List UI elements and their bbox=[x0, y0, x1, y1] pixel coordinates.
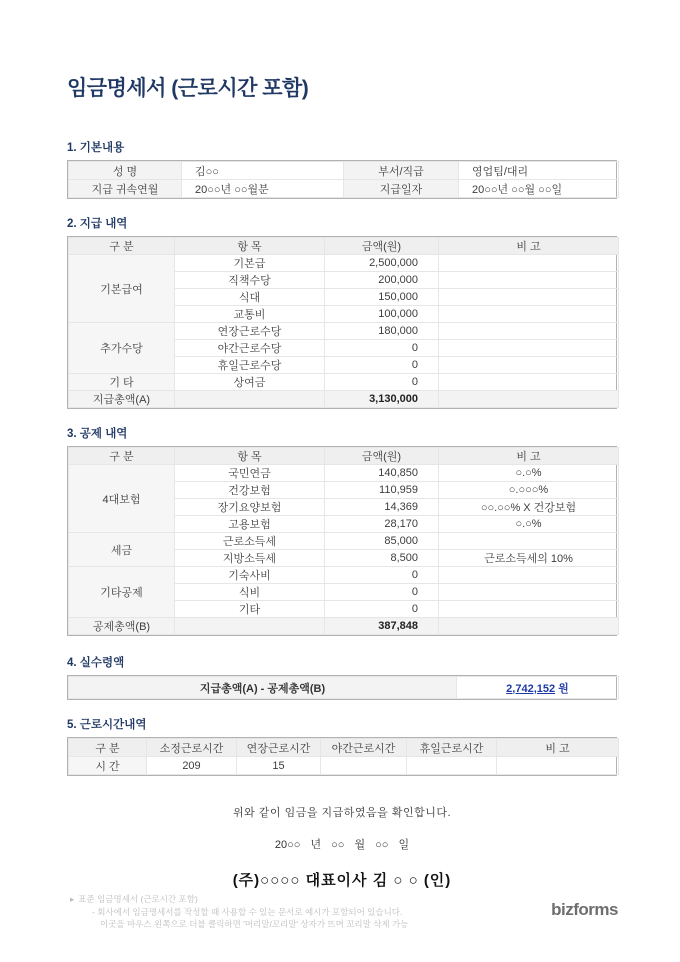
amount-cell: 85,000 bbox=[325, 533, 439, 550]
hours-col-remark: 비 고 bbox=[497, 739, 619, 757]
footer-notes bbox=[70, 893, 408, 931]
amount-cell: 150,000 bbox=[325, 289, 439, 306]
remark-cell bbox=[439, 323, 619, 340]
hours-col-overtime: 연장근로시간 bbox=[237, 739, 321, 757]
amount-cell: 100,000 bbox=[325, 306, 439, 323]
remark-cell bbox=[439, 255, 619, 272]
payment-total-row bbox=[69, 391, 619, 408]
item-cell: 연장근로수당 bbox=[175, 323, 325, 340]
pay-period-label: 지급 귀속연월 bbox=[69, 180, 182, 198]
amount-cell: 0 bbox=[325, 374, 439, 391]
hours-holiday-value bbox=[407, 757, 497, 775]
remark-cell bbox=[439, 272, 619, 289]
remark-cell bbox=[439, 601, 619, 618]
hours-col-scheduled: 소정근로시간 bbox=[147, 739, 237, 757]
section-heading-net: 4. 실수령액 bbox=[67, 657, 125, 669]
dept-rank-label: 부서/직급 bbox=[344, 162, 459, 180]
amount-cell: 180,000 bbox=[325, 323, 439, 340]
section-heading-hours: 5. 근로시간내역 bbox=[67, 719, 147, 731]
section-heading-deduction: 3. 공제 내역 bbox=[67, 428, 128, 440]
pay-period-value: 20○○년 ○○월분 bbox=[182, 180, 344, 198]
empty-cell bbox=[439, 391, 619, 408]
amount-cell: 0 bbox=[325, 567, 439, 584]
hours-col-holiday: 휴일근로시간 bbox=[407, 739, 497, 757]
amount-cell: 28,170 bbox=[325, 516, 439, 533]
table-row bbox=[69, 180, 619, 198]
remark-cell: ○.○% bbox=[439, 465, 619, 482]
amount-cell: 2,500,000 bbox=[325, 255, 439, 272]
hours-row-label: 시 간 bbox=[69, 757, 147, 775]
table-header-row bbox=[69, 238, 619, 255]
remark-cell bbox=[439, 584, 619, 601]
remark-cell: 근로소득세의 10% bbox=[439, 550, 619, 567]
pay-date-label: 지급일자 bbox=[344, 180, 459, 198]
dept-rank-value: 영업팀/대리 bbox=[459, 162, 619, 180]
item-cell: 직책수당 bbox=[175, 272, 325, 289]
deduction-total-row bbox=[69, 618, 619, 635]
remark-cell bbox=[439, 306, 619, 323]
name-label: 성 명 bbox=[69, 162, 182, 180]
deduction-col-category: 구 분 bbox=[69, 448, 175, 465]
hours-remark-value bbox=[497, 757, 619, 775]
basic-info-table bbox=[67, 160, 617, 199]
remark-cell: ○.○○○% bbox=[439, 482, 619, 499]
payment-col-amount: 금액(원) bbox=[325, 238, 439, 255]
name-value: 김○○ bbox=[182, 162, 344, 180]
item-cell: 휴일근로수당 bbox=[175, 357, 325, 374]
payment-col-category: 구 분 bbox=[69, 238, 175, 255]
item-cell: 근로소득세 bbox=[175, 533, 325, 550]
amount-cell: 0 bbox=[325, 584, 439, 601]
footer-note-3: 이곳을 마우스 왼쪽으로 더블 클릭하면 '머리말/꼬리말' 상자가 뜨며 꼬리말 삭제 가능 bbox=[100, 919, 409, 929]
empty-cell bbox=[175, 618, 325, 635]
deduction-col-amount: 금액(원) bbox=[325, 448, 439, 465]
table-row bbox=[69, 162, 619, 180]
table-row bbox=[69, 533, 619, 550]
hours-scheduled-value: 209 bbox=[147, 757, 237, 775]
hours-col-night: 야간근로시간 bbox=[321, 739, 407, 757]
net-amount-cell bbox=[457, 677, 619, 699]
empty-cell bbox=[175, 391, 325, 408]
closing-block bbox=[67, 804, 617, 890]
table-header-row bbox=[69, 739, 619, 757]
footer-note-2: - 회사에서 임금명세서를 작성할 때 사용할 수 있는 문서로 예시가 포함되어 있습니다. bbox=[92, 906, 403, 917]
deduction-total-amount: 387,848 bbox=[325, 618, 439, 635]
amount-cell: 8,500 bbox=[325, 550, 439, 567]
section-heading-payment: 2. 지급 내역 bbox=[67, 218, 128, 230]
deduction-category-other: 기타공제 bbox=[69, 567, 175, 618]
remark-cell bbox=[439, 289, 619, 306]
net-amount-value: 2,742,152 bbox=[506, 682, 556, 695]
company-signature: (주)○○○○ 대표이사 김 ○ ○ (인) bbox=[232, 872, 452, 889]
item-cell: 국민연금 bbox=[175, 465, 325, 482]
working-hours-table bbox=[67, 737, 617, 776]
remark-cell bbox=[439, 533, 619, 550]
amount-cell: 0 bbox=[325, 357, 439, 374]
pay-date-value: 20○○년 ○○월 ○○일 bbox=[459, 180, 619, 198]
amount-cell: 200,000 bbox=[325, 272, 439, 289]
payment-table bbox=[67, 236, 617, 409]
item-cell: 장기요양보험 bbox=[175, 499, 325, 516]
amount-cell: 140,850 bbox=[325, 465, 439, 482]
remark-cell bbox=[439, 357, 619, 374]
deduction-total-label: 공제총액(B) bbox=[69, 618, 175, 635]
payment-total-label: 지급총액(A) bbox=[69, 391, 175, 408]
deduction-col-remark: 비 고 bbox=[439, 448, 619, 465]
bizforms-logo: bizforms bbox=[551, 900, 618, 919]
remark-cell bbox=[439, 567, 619, 584]
payment-col-item: 항 목 bbox=[175, 238, 325, 255]
hours-night-value bbox=[321, 757, 407, 775]
item-cell: 기타 bbox=[175, 601, 325, 618]
remark-cell bbox=[439, 374, 619, 391]
amount-cell: 0 bbox=[325, 601, 439, 618]
deduction-table bbox=[67, 446, 617, 636]
table-row bbox=[69, 567, 619, 584]
table-header-row bbox=[69, 448, 619, 465]
item-cell: 교통비 bbox=[175, 306, 325, 323]
remark-cell: ○.○% bbox=[439, 516, 619, 533]
net-formula: 지급총액(A) - 공제총액(B) bbox=[69, 677, 457, 699]
table-row bbox=[69, 465, 619, 482]
table-row bbox=[69, 757, 619, 775]
table-row bbox=[69, 374, 619, 391]
item-cell: 식대 bbox=[175, 289, 325, 306]
item-cell: 야간근로수당 bbox=[175, 340, 325, 357]
item-cell: 식비 bbox=[175, 584, 325, 601]
table-row bbox=[69, 323, 619, 340]
item-cell: 기숙사비 bbox=[175, 567, 325, 584]
payment-category-basic: 기본급여 bbox=[69, 255, 175, 323]
confirmation-text: 위와 같이 임금을 지급하였음을 확인합니다. bbox=[232, 807, 452, 819]
deduction-category-insurance: 4대보험 bbox=[69, 465, 175, 533]
empty-cell bbox=[439, 618, 619, 635]
page-title: 임금명세서 (근로시간 포함) bbox=[67, 77, 309, 100]
net-pay-table bbox=[67, 675, 617, 700]
table-row bbox=[69, 255, 619, 272]
payment-category-extra: 추가수당 bbox=[69, 323, 175, 374]
item-cell: 상여금 bbox=[175, 374, 325, 391]
section-heading-basic: 1. 기본내용 bbox=[67, 142, 125, 154]
payment-total-amount: 3,130,000 bbox=[325, 391, 439, 408]
amount-cell: 0 bbox=[325, 340, 439, 357]
item-cell: 고용보험 bbox=[175, 516, 325, 533]
deduction-col-item: 항 목 bbox=[175, 448, 325, 465]
net-pay-row bbox=[69, 677, 619, 699]
item-cell: 지방소득세 bbox=[175, 550, 325, 567]
footer-note-1-text: 표준 임금명세서 (근로시간 포함) bbox=[78, 894, 198, 904]
amount-cell: 110,959 bbox=[325, 482, 439, 499]
item-cell: 건강보험 bbox=[175, 482, 325, 499]
payment-category-other: 기 타 bbox=[69, 374, 175, 391]
remark-cell: ○○.○○% X 건강보험 bbox=[439, 499, 619, 516]
hours-overtime-value: 15 bbox=[237, 757, 321, 775]
footer-note-1 bbox=[70, 893, 408, 906]
triangle-bullet-icon: ▸ bbox=[70, 894, 75, 904]
payment-col-remark: 비 고 bbox=[439, 238, 619, 255]
item-cell: 기본급 bbox=[175, 255, 325, 272]
deduction-category-tax: 세금 bbox=[69, 533, 175, 567]
hours-col-category: 구 분 bbox=[69, 739, 147, 757]
amount-cell: 14,369 bbox=[325, 499, 439, 516]
signature-date: 20○○ 년 ○○ 월 ○○ 일 bbox=[274, 839, 410, 851]
net-amount-unit: 원 bbox=[558, 682, 569, 695]
remark-cell bbox=[439, 340, 619, 357]
